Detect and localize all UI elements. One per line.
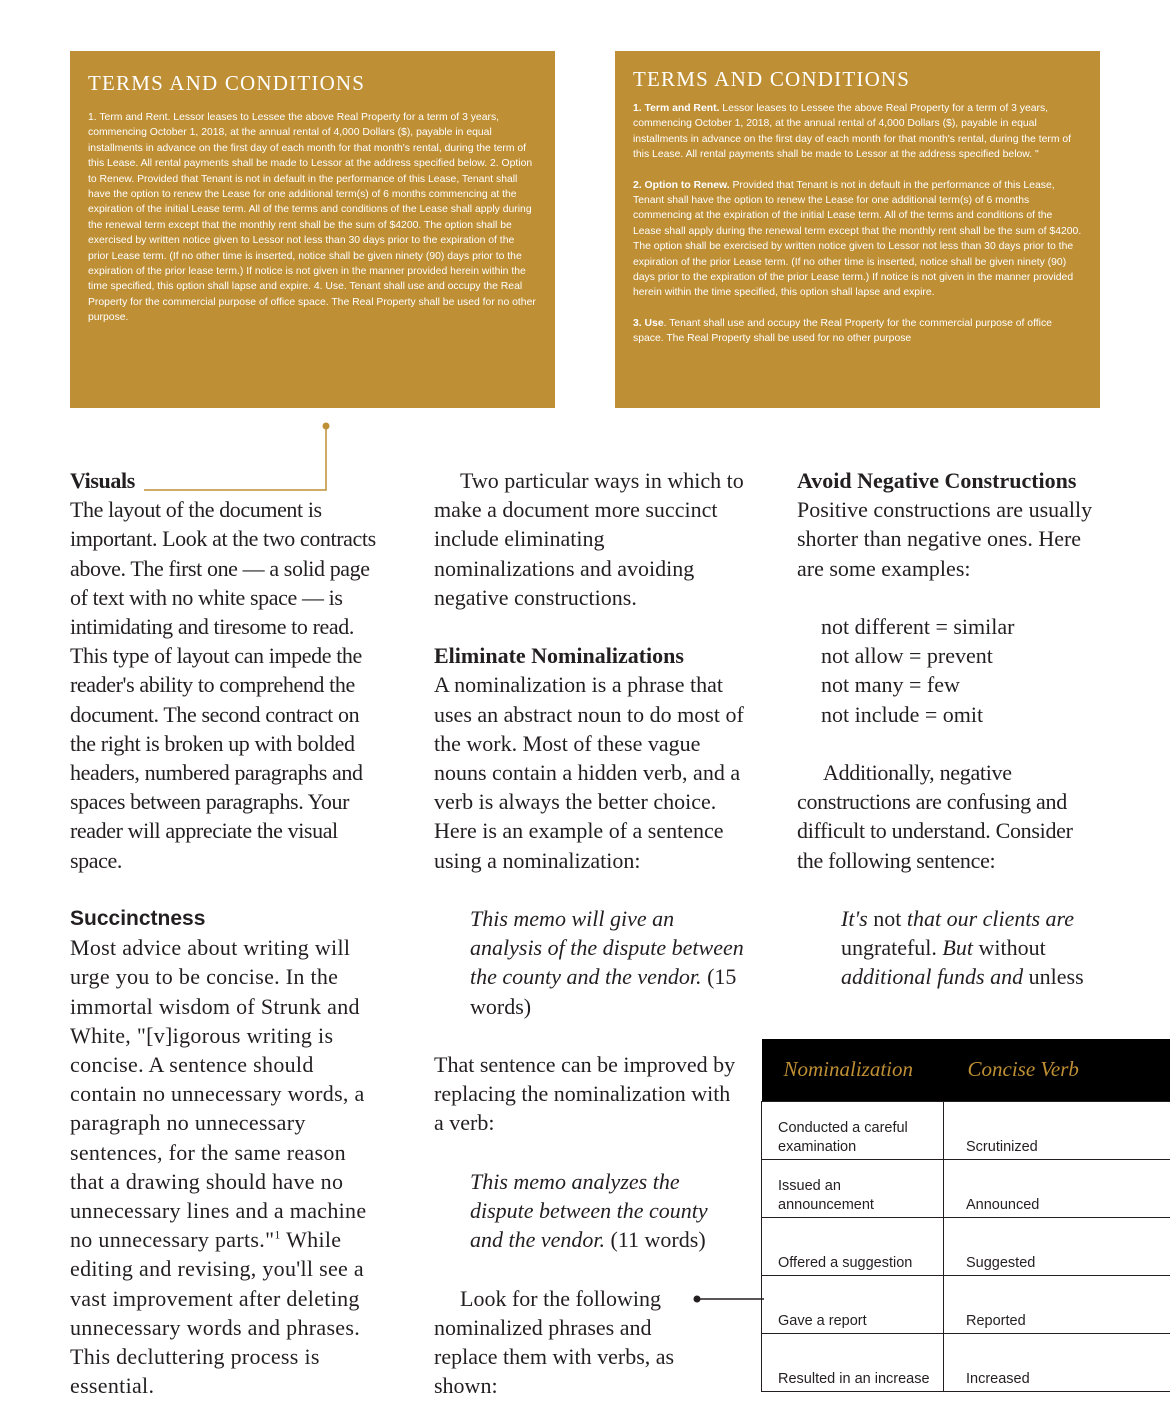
verb-cell: Reported [944, 1275, 1170, 1333]
table-connector-line [690, 1292, 766, 1306]
look-for-paragraph: Look for the following nominalized phrases and replace them with verbs, as shown: [434, 1285, 675, 1399]
nominalization-table [761, 1039, 1170, 1392]
example-1-count: (15 words) [470, 964, 737, 1019]
contract-section-use [633, 316, 1082, 347]
table-row [762, 1333, 1170, 1391]
contract-structured-title: TERMS AND CONDITIONS [633, 67, 911, 91]
negative-example-quote: It's not that our clients are ungrateful. But without additional funds and unless [841, 906, 1084, 990]
section-body: . Tenant shall use and occupy the Real Property for the commercial purpose of office space. The Real Property shall be used for no other purpose [633, 317, 1052, 345]
nominalization-cell: Gave a report [762, 1275, 944, 1333]
column-2 [434, 466, 744, 1400]
contract-section-option [633, 178, 1082, 301]
table-row [762, 1101, 1170, 1159]
footnote-marker: 1 [274, 1227, 281, 1242]
intro-paragraph: Two particular ways in which to make a document more succinct include eliminating nominalizations and avoiding negative constructions. [434, 468, 744, 610]
section-heading: 3. Use [633, 317, 664, 329]
contract-structured [615, 51, 1100, 408]
example-2-count: (11 words) [605, 1227, 706, 1253]
section-body: Provided that Tenant is not in default in the performance of this Lease, Tenant shall have the option to renew the Lease for one additional term(s) of 6 months commencing at the expiration of the initial Lease term. All of the terms and conditions of the Lease shall apply during the renewal term except that the monthly rent shall be the sum of $4200. The option shall be exercised by written notice given to Lessor not less than 30 days prior to the expiration of the prior Lease term. (If no other time is inserted, notice shall be given ninety (90) days prior to the expiration of the prior Lease term.) If notice is not given in the manner provided herein within the time specified, this option shall lapse and expire. [633, 179, 1082, 299]
example-sentence-2 [434, 1167, 744, 1255]
verb-cell: Suggested [944, 1217, 1170, 1275]
example-pair: not include = omit [821, 701, 984, 727]
negative-heading: Avoid Negative Constructions [797, 468, 1077, 493]
succinctness-text: Most advice about writing will urge you to be concise. In the immortal wisdom of Strunk and White, "[v]igorous writing is concise. A sentence should contain no unnecessary words, a paragraph no unnecessary sentences, for the same reason that a drawing should have no unnecessary lines and a machine no unnecessary parts." [70, 935, 367, 1253]
verb-cell: Scrutinized [944, 1101, 1170, 1159]
header-concise-verb: Concise Verb [944, 1039, 1170, 1101]
nominalization-cell: Resulted in an increase [762, 1333, 944, 1391]
negative-body: Positive constructions are usually shorter than negative ones. Here are some examples: [797, 497, 1093, 581]
visuals-body: The layout of the document is important. Look at the two contracts above. The first one — a solid page of text with no white space — is intimidating and tiresome to read. This type of layout can impede the reader's ability to comprehend the document. The second contract on the right is broken up with bolded headers, numbered paragraphs and spaces between paragraphs. Your reader will appreciate the visual space. [70, 497, 376, 873]
table-row [762, 1275, 1170, 1333]
contract-dense [70, 51, 555, 408]
section-heading: 1. Term and Rent. [633, 103, 720, 114]
nominalization-cell: Offered a suggestion [762, 1217, 944, 1275]
contract-section-term [633, 101, 1082, 163]
example-pair: not many = few [821, 672, 960, 698]
succinctness-body [70, 933, 380, 1400]
nominalizations-heading: Eliminate Nominalizations [434, 643, 684, 669]
section-heading: 2. Option to Renew. [633, 179, 730, 191]
example-pair: not different = similar [821, 614, 1015, 639]
example-2-text: This memo analyzes the dispute between the county and the vendor. [470, 1168, 708, 1253]
nominalization-cell: Issued an announcement [762, 1159, 944, 1217]
succinctness-heading: Succinctness [70, 907, 206, 931]
verb-cell: Increased [944, 1333, 1170, 1391]
section-body: Lessor leases to Lessee the above Real Property for a term of 3 years, commencing October 1, 2018, at the annual rental of 4,000 Dollars ($), payable in equal installments in advance on the first day of each month for that month's rental, during the term of this Lease. All rental payments shall be made to Lessor at the address specified below. " [633, 103, 1072, 161]
additional-paragraph: Additionally, negative constructions are confusing and difficult to understand. Consider the following sentence: [797, 760, 1073, 873]
example-pair: not allow = prevent [821, 643, 993, 669]
column-1 [70, 466, 380, 1400]
column-3 [797, 466, 1097, 992]
header-nominalization: Nominalization [762, 1039, 944, 1101]
table-row [762, 1217, 1170, 1275]
table-row [762, 1159, 1170, 1217]
table-header-row [762, 1039, 1170, 1101]
verb-cell: Announced [944, 1159, 1170, 1217]
example-1-text: This memo will give an analysis of the dispute between the county and the vendor. [470, 906, 744, 990]
contract-dense-title: TERMS AND CONDITIONS [88, 71, 366, 95]
succinctness-text-2: While editing and revising, you'll see a vast improvement after deleting unnecessary words and phrases. This decluttering process is essential. [70, 1227, 364, 1399]
example-sentence-1 [434, 904, 744, 1021]
visuals-heading: Visuals [70, 468, 135, 493]
nominalizations-body: A nominalization is a phrase that uses an abstract noun to do most of the work. Most of these vague nouns contain a hidden verb, and a verb is always the better choice. Here is an example of a sentence using a nominalization: [434, 672, 744, 873]
improve-paragraph: That sentence can be improved by replacing the nominalization with a verb: [434, 1052, 736, 1136]
nominalization-cell: Conducted a careful examination [762, 1101, 944, 1159]
contract-dense-body: 1. Term and Rent. Lessor leases to Lessee the above Real Property for a term of 3 years, commencing October 1, 2018, at the annual rental of 4,000 Dollars ($), payable in equal installments in advance on the first day of each month for that month's rental, during the term of this Lease. All rental payments shall be made to Lessor at the address specified below. 2. Option to Renew. Provided that Tenant is not in default in the performance of this Lease, Tenant shall have the option to renew the Lease for one additional term(s) of 6 months commencing at the expiration of the initial Lease term. All of the terms and conditions of the Lease shall apply during the renewal term except that the monthly rent shall be the sum of $4200. The option shall be exercised by written notice given to Lessor not less than 30 days prior to the expiration of the prior Lease term. (If no other time is inserted, notice shall be given ninety (90) days prior to the expiration of the prior lease term.) If notice is not given in the manner provided herein within the time specified, this option shall lapse and expire. 4. Use. Tenant shall use and occupy the Real Property for the commercial purpose of office space. The Real Property shall be used for no other purpose. [88, 112, 536, 324]
